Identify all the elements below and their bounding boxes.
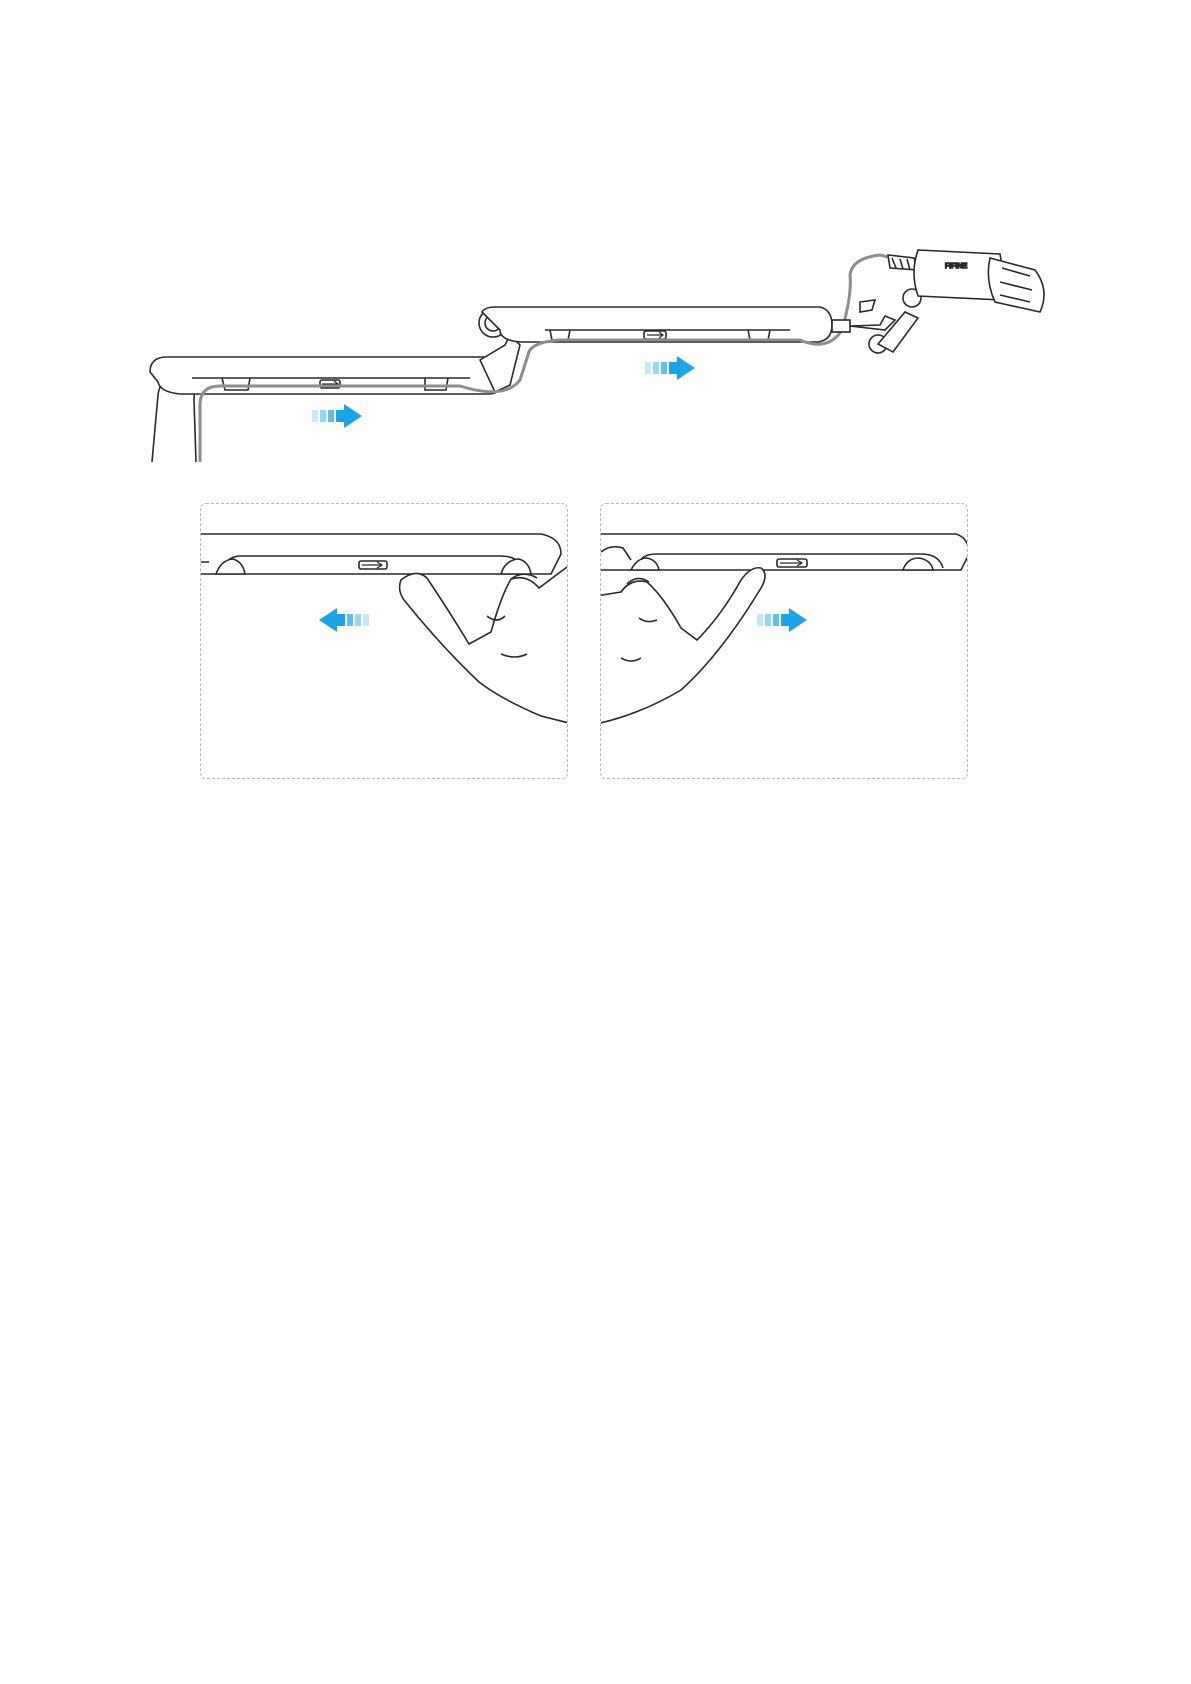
boom-arm-illustration (0, 0, 1191, 480)
arm-underside-left (201, 534, 561, 574)
detail-panel-push-left (200, 503, 568, 779)
hand-left-icon (400, 564, 568, 724)
arrow-lower-right-icon (312, 404, 362, 428)
detail-panel-push-right (600, 503, 968, 779)
hand-right-icon (601, 568, 765, 724)
arrow-left-icon (319, 608, 369, 632)
mic-mount (832, 289, 921, 353)
upper-arm (482, 307, 832, 342)
mic-brand-label: FIFINE (945, 263, 968, 270)
lower-arm (150, 357, 505, 394)
arrow-upper-right-icon (645, 356, 695, 380)
arrow-right-icon (757, 608, 807, 632)
arm-underside-right (601, 534, 968, 570)
